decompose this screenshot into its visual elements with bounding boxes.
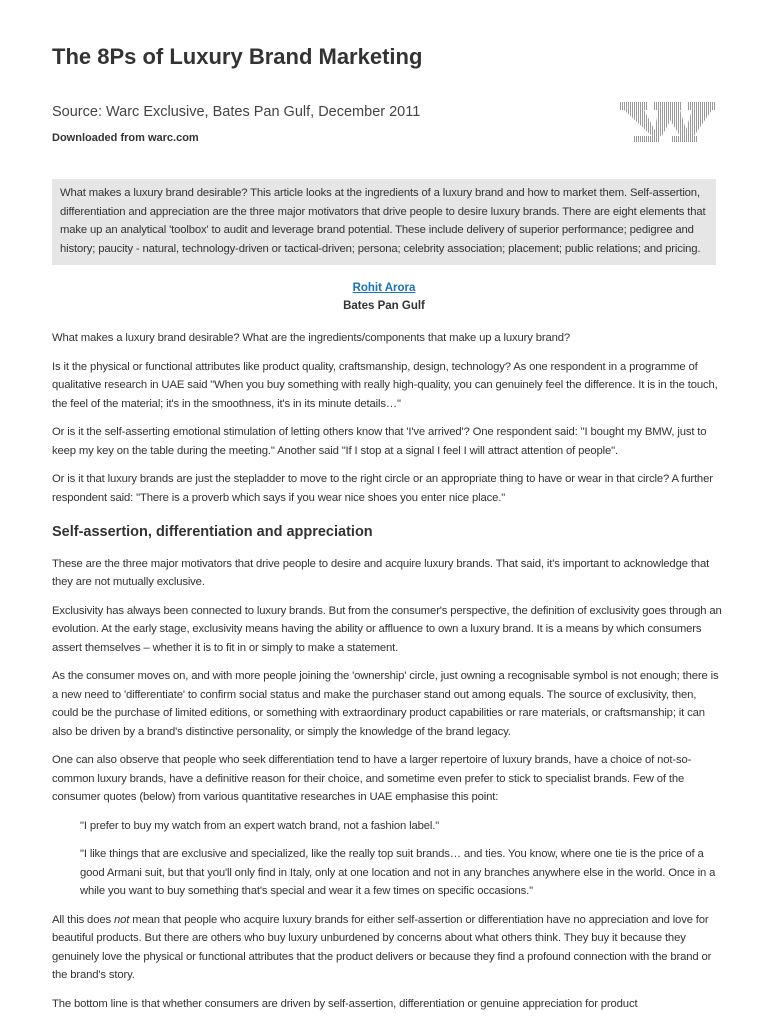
- author: [52, 282, 716, 294]
- paragraph: Or is it the self-asserting emotional stimulation of letting others know that 'I've arrived'? One respondent said: "I bought my BMW, just to keep my key on the table during the meeting." Another said "If I stop at a signal I feel I will attract attention of people".: [52, 426, 707, 457]
- author-company: Bates Pan Gulf: [343, 300, 425, 312]
- downloaded-note: Downloaded from warc.com: [52, 132, 199, 144]
- paragraph: The bottom line is that whether consumers are driven by self-assertion, differentiation or genuine appreciation for product: [52, 997, 638, 1010]
- author-link[interactable]: Rohit Arora: [352, 282, 416, 294]
- paragraph: As the consumer moves on, and with more people joining the 'ownership' circle, just owning a recognisable symbol is not enough; there is a new need to 'differentiate' to confirm social status and make the purchaser stand out among equals. The source of exclusivity, then, could be the purchase of limited editions, or something with extraordinary product capabilities or rare materials, or craftsmanship; it can also be driven by a brand's distinctive personality, or simply the knowledge of the brand legacy.: [52, 670, 719, 738]
- page-title: The 8Ps of Luxury Brand Marketing: [52, 44, 423, 69]
- section-heading: Self-assertion, differentiation and appreciation: [52, 524, 373, 540]
- paragraph: These are the three major motivators that drive people to desire and acquire luxury brands. That said, it's important to acknowledge that they are not mutually exclusive.: [52, 557, 710, 588]
- abstract-box: What makes a luxury brand desirable? This article looks at the ingredients of a luxury brand and how to market them. Self-assertion, differentiation and appreciation are the three major motivators that drive people to desire luxury brands. There are eight elements that make up an analytical 'toolbox' to audit and leverage brand potential. These include delivery of superior performance; pedigree and history; paucity - natural, technology-driven or tactical-driven; persona; celebrity association; placement; public relations; and pricing.: [52, 179, 716, 265]
- quote: "I prefer to buy my watch from an expert watch brand, not a fashion label.": [80, 819, 440, 832]
- article-body: [52, 329, 722, 1023]
- warc-logo-icon: [618, 100, 718, 144]
- text: All this does: [52, 913, 114, 926]
- quote: "I like things that are exclusive and specialized, like the really top suit brands… and ties. You know, where one tie is the price of a good Armani suit, but that you'll only find in Italy, only at one location and not in any branches anywhere else in the world. Once in a while you want to buy something that's special and wear it a few times on specific occasions.": [80, 848, 716, 897]
- paragraph: What makes a luxury brand desirable? What are the ingredients/components that make up a luxury brand?: [52, 332, 570, 344]
- paragraph: Or is it that luxury brands are just the stepladder to move to the right circle or an appropriate thing to have or wear in that circle? A further respondent said: "There is a proverb which says if you wear nice shoes you enter nice place.": [52, 473, 713, 504]
- paragraph: One can also observe that people who seek differentiation tend to have a larger repertoire of luxury brands, have a choice of not-so-common luxury brands, have a definitive reason for their choice, and sometime even prefer to stick to specialist brands. Few of the consumer quotes (below) from various quantitative researches in UAE emphasise this point:: [52, 754, 692, 803]
- emphasis: not: [113, 913, 130, 926]
- paragraph: [52, 911, 722, 985]
- paragraph: Is it the physical or functional attributes like product quality, craftsmanship, design, technology? As one respondent in a programme of qualitative research in UAE said "When you buy something with really high-quality, you can genuinely feel the difference. It is in the touch, the feel of the material; it's in the smoothness, it's in its minute details…": [52, 360, 718, 410]
- text: mean that people who acquire luxury brands for either self-assertion or differentiation have no appreciation and love for beautiful products. But there are others who buy luxury unburdened by concerns about what others think. They buy it because they genuinely love the physical or functional attributes that the product delivers or because they find a profound connection with the brand or the brand's story.: [52, 913, 712, 981]
- source-line: Source: Warc Exclusive, Bates Pan Gulf, December 2011: [52, 104, 421, 120]
- paragraph: Exclusivity has always been connected to luxury brands. But from the consumer's perspective, the definition of exclusivity goes through an evolution. At the early stage, exclusivity means having the ability or affluence to own a luxury brand. It is a means by which consumers assert themselves – whether it is to fit in or simply to make a statement.: [52, 604, 722, 654]
